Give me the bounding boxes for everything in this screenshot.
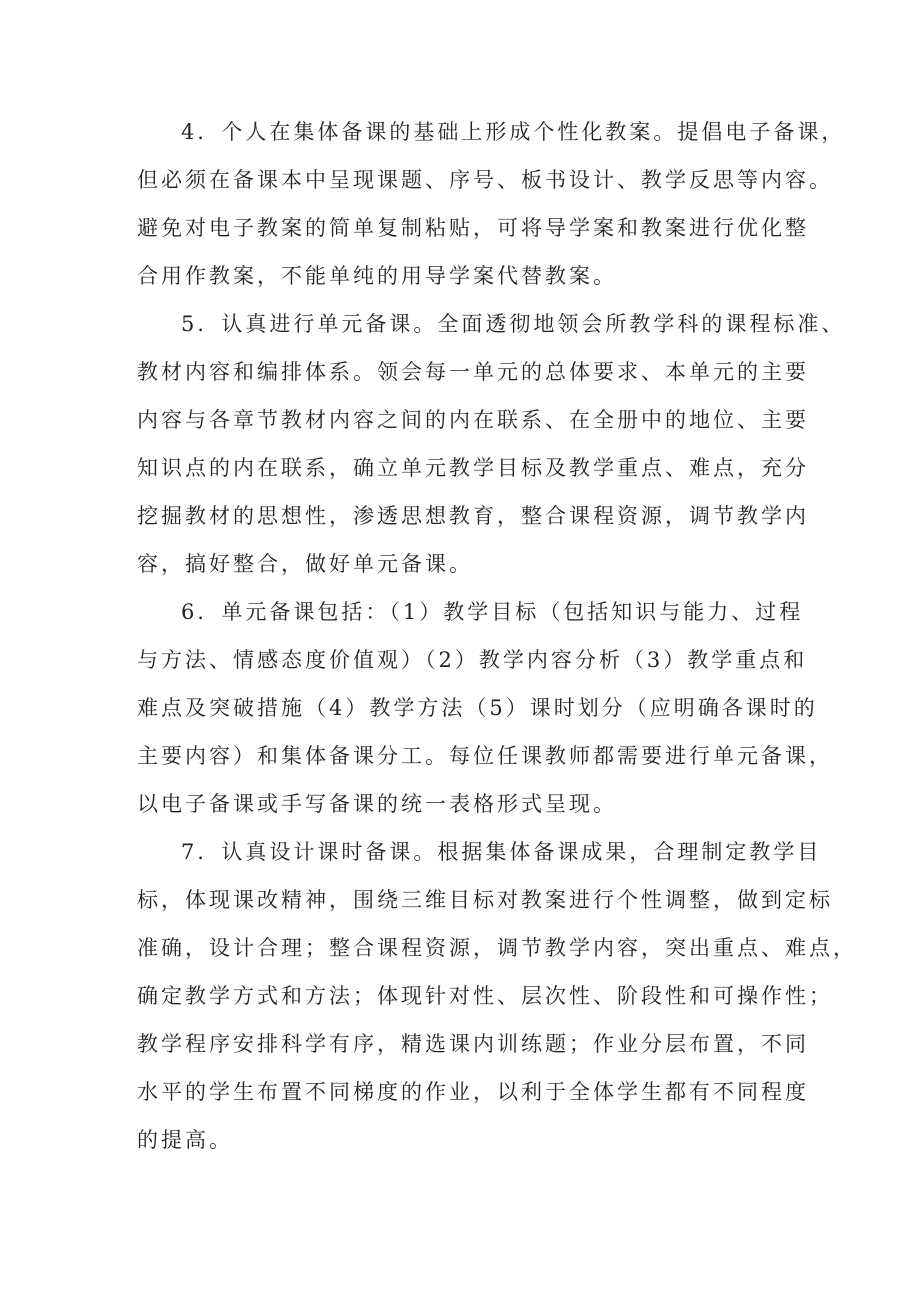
paragraph-6-line-1: 6．单元备课包括：（1）教学目标（包括知识与能力、过程: [181, 600, 804, 624]
paragraph-6-line-2: 与方法、情感态度价值观）（2）教学内容分析（3）教学重点和: [137, 648, 808, 672]
paragraph-5-line-6: 容，搞好整合，做好单元备课。: [137, 552, 473, 576]
paragraph-5-line-5: 挖掘教材的思想性，渗透思想教育，整合课程资源，调节教学内: [137, 504, 809, 528]
paragraph-5-line-2: 教材内容和编排体系。领会每一单元的总体要求、本单元的主要: [137, 360, 809, 384]
paragraph-7-line-4: 确定教学方式和方法；体现针对性、层次性、阶段性和可操作性；: [137, 984, 833, 1008]
paragraph-4-line-1: 4．个人在集体备课的基础上形成个性化教案。提倡电子备课，: [181, 120, 846, 144]
paragraph-7-line-2: 标，体现课改精神，围绕三维目标对教案进行个性调整，做到定标: [137, 888, 833, 912]
paragraph-7-line-5: 教学程序安排科学有序，精选课内训练题；作业分层布置，不同: [137, 1032, 809, 1056]
paragraph-7-line-6: 水平的学生布置不同梯度的作业，以利于全体学生都有不同程度: [137, 1080, 809, 1104]
paragraph-7-line-7: 的提高。: [137, 1128, 233, 1152]
paragraph-7-line-3: 准确，设计合理；整合课程资源，调节教学内容，突出重点、难点，: [137, 936, 857, 960]
paragraph-4-line-2: 但必须在备课本中呈现课题、序号、板书设计、教学反思等内容。: [137, 168, 833, 192]
paragraph-6-line-4: 主要内容）和集体备课分工。每位任课教师都需要进行单元备课，: [137, 744, 833, 768]
paragraph-5-line-1: 5．认真进行单元备课。全面透彻地领会所教学科的课程标准、: [181, 312, 846, 336]
paragraph-7-line-1: 7．认真设计课时备课。根据集体备课成果，合理制定教学目: [181, 840, 822, 864]
paragraph-6-line-5: 以电子备课或手写备课的统一表格形式呈现。: [137, 792, 617, 816]
paragraph-4-line-3: 避免对电子教案的简单复制粘贴，可将导学案和教案进行优化整: [137, 216, 809, 240]
paragraph-4-line-4: 合用作教案，不能单纯的用导学案代替教案。: [137, 264, 617, 288]
paragraph-6-line-3: 难点及突破措施（4）教学方法（5）课时划分（应明确各课时的: [137, 696, 818, 720]
paragraph-5-line-4: 知识点的内在联系，确立单元教学目标及教学重点、难点，充分: [137, 456, 809, 480]
paragraph-5-line-3: 内容与各章节教材内容之间的内在联系、在全册中的地位、主要: [137, 408, 809, 432]
